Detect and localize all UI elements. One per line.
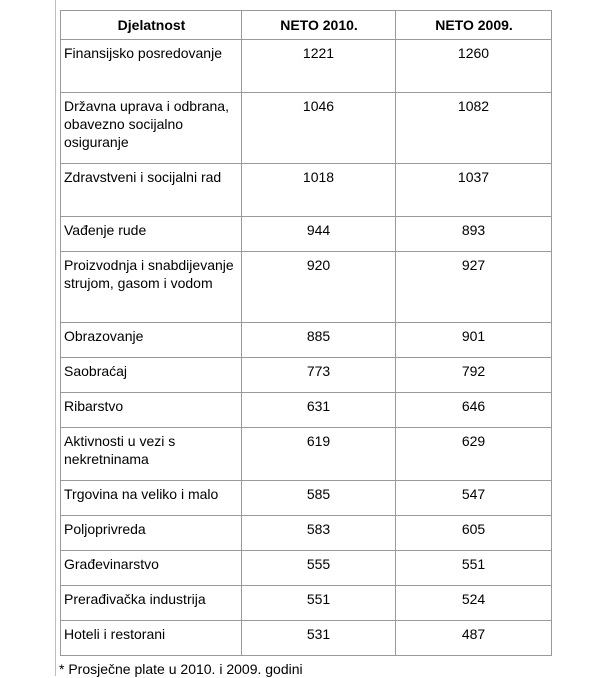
cell-activity: Vađenje rude [61,217,242,252]
table-footnote: * Prosječne plate u 2010. i 2009. godini [59,661,303,677]
table-row [61,40,552,93]
cell-net-2010: 555 [242,551,396,586]
cell-net-2010: 885 [242,323,396,358]
cell-net-2010: 1018 [242,164,396,217]
cell-net-2010: 551 [242,586,396,621]
cell-activity: Državna uprava i odbrana, obavezno socijalno osiguranje [61,93,242,164]
cell-net-2010: 619 [242,428,396,481]
table-row [61,516,552,551]
cell-net-2009: 901 [396,323,552,358]
cell-net-2009: 1082 [396,93,552,164]
cell-net-2010: 944 [242,217,396,252]
table-row [61,252,552,323]
cell-activity: Trgovina na veliko i malo [61,481,242,516]
table-header-row [61,11,552,40]
cell-activity: Saobraćaj [61,358,242,393]
cell-net-2010: 1046 [242,93,396,164]
cell-net-2009: 547 [396,481,552,516]
cell-net-2010: 920 [242,252,396,323]
table-row [61,323,552,358]
cell-activity: Zdravstveni i socijalni rad [61,164,242,217]
cell-activity: Ribarstvo [61,393,242,428]
cell-activity: Aktivnosti u vezi s nekretninama [61,428,242,481]
table-row [61,164,552,217]
cell-net-2009: 524 [396,586,552,621]
cell-net-2009: 646 [396,393,552,428]
table-body [61,40,552,656]
page-gutter-rule [55,0,56,676]
column-header-activity: Djelatnost [61,11,242,40]
cell-activity: Obrazovanje [61,323,242,358]
cell-net-2010: 1221 [242,40,396,93]
table-row [61,217,552,252]
cell-net-2010: 583 [242,516,396,551]
cell-net-2009: 551 [396,551,552,586]
table-header [61,11,552,40]
table-row [61,358,552,393]
cell-net-2009: 629 [396,428,552,481]
table-row [61,481,552,516]
cell-net-2010: 631 [242,393,396,428]
cell-net-2010: 585 [242,481,396,516]
column-header-net-2009: NETO 2009. [396,11,552,40]
cell-net-2009: 1037 [396,164,552,217]
cell-net-2010: 531 [242,621,396,656]
cell-net-2009: 893 [396,217,552,252]
table-row [61,428,552,481]
average-salaries-table [60,10,552,656]
table-row [61,586,552,621]
table-row [61,621,552,656]
column-header-net-2010: NETO 2010. [242,11,396,40]
cell-net-2009: 605 [396,516,552,551]
table-row [61,93,552,164]
table-row [61,551,552,586]
cell-activity: Poljoprivreda [61,516,242,551]
cell-net-2009: 487 [396,621,552,656]
cell-activity: Prerađivačka industrija [61,586,242,621]
cell-activity: Proizvodnja i snabdijevanje strujom, gasom i vodom [61,252,242,323]
cell-net-2009: 1260 [396,40,552,93]
cell-activity: Građevinarstvo [61,551,242,586]
cell-activity: Finansijsko posredovanje [61,40,242,93]
table-container [60,10,551,678]
cell-net-2009: 792 [396,358,552,393]
table-row [61,393,552,428]
cell-activity: Hoteli i restorani [61,621,242,656]
cell-net-2010: 773 [242,358,396,393]
cell-net-2009: 927 [396,252,552,323]
